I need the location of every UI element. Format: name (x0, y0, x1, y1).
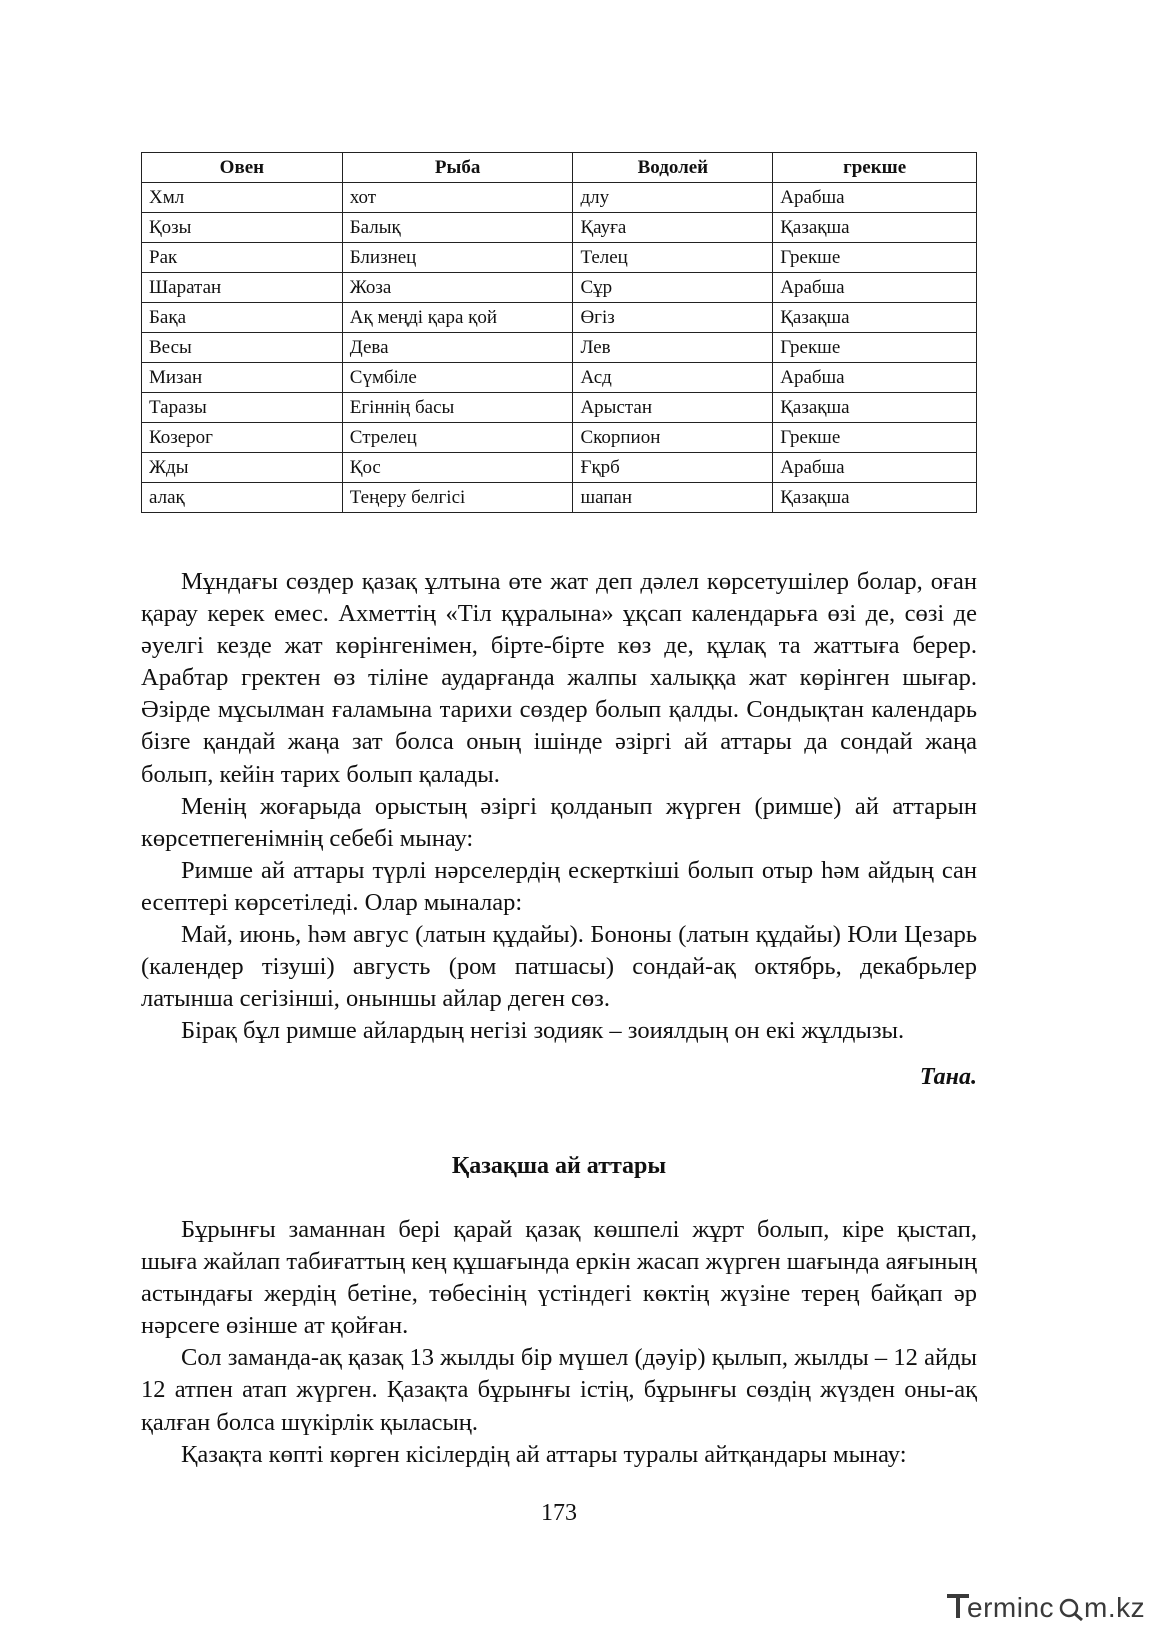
author-signature: Тана. (919, 1064, 977, 1090)
table-cell: хот (342, 183, 573, 213)
table-cell: алақ (142, 483, 343, 513)
table-cell: Арабша (773, 183, 977, 213)
watermark-text-end: m.kz (1084, 1592, 1145, 1623)
table-row (142, 243, 977, 273)
table-cell: Ақ меңді қара қой (342, 303, 573, 333)
table-cell: Лев (573, 333, 773, 363)
body-text-block-1 (141, 566, 977, 1047)
table-cell: Арабша (773, 363, 977, 393)
section-title: Қазақша ай аттары (451, 1153, 667, 1179)
table-cell: Жды (142, 453, 343, 483)
table-cell: Арабша (773, 273, 977, 303)
table-cell: Қазақша (773, 213, 977, 243)
zodiac-names-table (141, 152, 977, 513)
table-cell: Таразы (142, 393, 343, 423)
table-row (142, 423, 977, 453)
table-cell: Қозы (142, 213, 343, 243)
table-cell: Дева (342, 333, 573, 363)
paragraph: Римше ай аттары түрлі нәрселердің ескерткіші болып отыр һәм айдың сан есептері көрсетіледі. Олар мыналар: (141, 856, 977, 916)
table-cell: Бақа (142, 303, 343, 333)
table-cell: Телец (573, 243, 773, 273)
table-cell: Өгіз (573, 303, 773, 333)
table-row (142, 453, 977, 483)
table-cell: Қос (342, 453, 573, 483)
watermark-logo-graphic (945, 1586, 1145, 1626)
table-cell: Грекше (773, 333, 977, 363)
table-cell: Стрелец (342, 423, 573, 453)
page-number: 173 (541, 1500, 577, 1526)
table-row (142, 183, 977, 213)
table-cell: Грекше (773, 243, 977, 273)
table-cell: Қауға (573, 213, 773, 243)
table-cell: Хмл (142, 183, 343, 213)
table-cell: Шаратан (142, 273, 343, 303)
table-cell: Рак (142, 243, 343, 273)
table-row (142, 333, 977, 363)
table-row (142, 483, 977, 513)
table-header-row (142, 153, 977, 183)
table-cell: Егіннің басы (342, 393, 573, 423)
table-cell: Грекше (773, 423, 977, 453)
table-cell: Арыстан (573, 393, 773, 423)
table-cell: Сұр (573, 273, 773, 303)
table-cell: Жоза (342, 273, 573, 303)
table-cell: Қазақша (773, 483, 977, 513)
table-cell: Ғқрб (573, 453, 773, 483)
table-cell: Қазақша (773, 393, 977, 423)
paragraph: Май, июнь, һәм авгус (латын құдайы). Бононы (латын құдайы) Юли Цезарь (календер тізуші) августь (ром патшасы) сондай-ақ октябрь, декабрьлер латынша сегізінші, оныншы айлар деген сөз. (141, 921, 977, 1013)
table-row (142, 393, 977, 423)
table-cell: Скорпион (573, 423, 773, 453)
table-header-cell: Овен (142, 153, 343, 183)
table-row (142, 303, 977, 333)
magnifier-o-icon (1061, 1600, 1082, 1620)
table-cell: Қазақша (773, 303, 977, 333)
table-header-cell: грекше (773, 153, 977, 183)
table-cell: Асд (573, 363, 773, 393)
table-header-cell: Водолей (573, 153, 773, 183)
paragraph: Сол заманда-ақ қазақ 13 жылды бір мүшел (дәуір) қылып, жылды – 12 айды 12 атпен атап жүрген. Қазақта бұрынғы істің, бұрынғы сөздің жүзден оны-ақ қалған болса шүкірлік қыласың. (141, 1344, 977, 1436)
table-cell: Теңеру белгісі (342, 483, 573, 513)
termincom-watermark-logo (945, 1586, 1145, 1626)
table-cell: шапан (573, 483, 773, 513)
table-cell: Близнец (342, 243, 573, 273)
table-header-cell: Рыба (342, 153, 573, 183)
paragraph: Бірақ бұл римше айлардың негізі зодияк – зоиялдың он екі жұлдызы. (181, 1017, 905, 1045)
body-text-block-2 (141, 1214, 977, 1471)
table-row (142, 213, 977, 243)
table-cell: Арабша (773, 453, 977, 483)
table-cell: длу (573, 183, 773, 213)
paragraph: Қазақта көпті көрген кісілердің ай аттары туралы айтқандары мынау: (181, 1440, 907, 1468)
paragraph: Бұрынғы заманнан бері қарай қазақ көшпелі жұрт болып, кіре қыстап, шыға жайлап табиғаттың кең құшағында еркін жасап жүрген шағында аяғының астындағы жердің бетіне, төбесінің үстіндегі көктің жүзіне терең байқап әр нәрсеге өзінше ат қойған. (141, 1216, 977, 1340)
table-cell: Сүмбіле (342, 363, 573, 393)
table-cell: Балық (342, 213, 573, 243)
table-row (142, 363, 977, 393)
table-cell: Мизан (142, 363, 343, 393)
table-cell: Весы (142, 333, 343, 363)
table-cell: Козерог (142, 423, 343, 453)
paragraph: Мұндағы сөздер қазақ ұлтына өте жат деп дәлел көрсетушілер болар, оған қарау керек емес. Ахметтің «Тіл құралына» ұқсап календарьға өзі де, сөзі де әуелгі кезде жат көрінгенімен, бірте-бірте көз де, құлақ та жаттыға берер. Арабтар гректен өз тіліне аударғанда жалпы халыққа жат көрінген шығар. Әзірде мұсылман ғаламына тарихи сөздер болып қалды. Сондықтан календарь бізге қандай жаңа зат болса оның ішінде әзіргі ай аттары да сондай жаңа болып, кейін тарих болып қалады. (141, 568, 977, 788)
paragraph: Менің жоғарыда орыстың әзіргі қолданып жүрген (римше) ай аттарын көрсетпегенімнің себебі мынау: (141, 792, 977, 852)
table-row (142, 273, 977, 303)
watermark-text-start: erminc (967, 1592, 1055, 1623)
